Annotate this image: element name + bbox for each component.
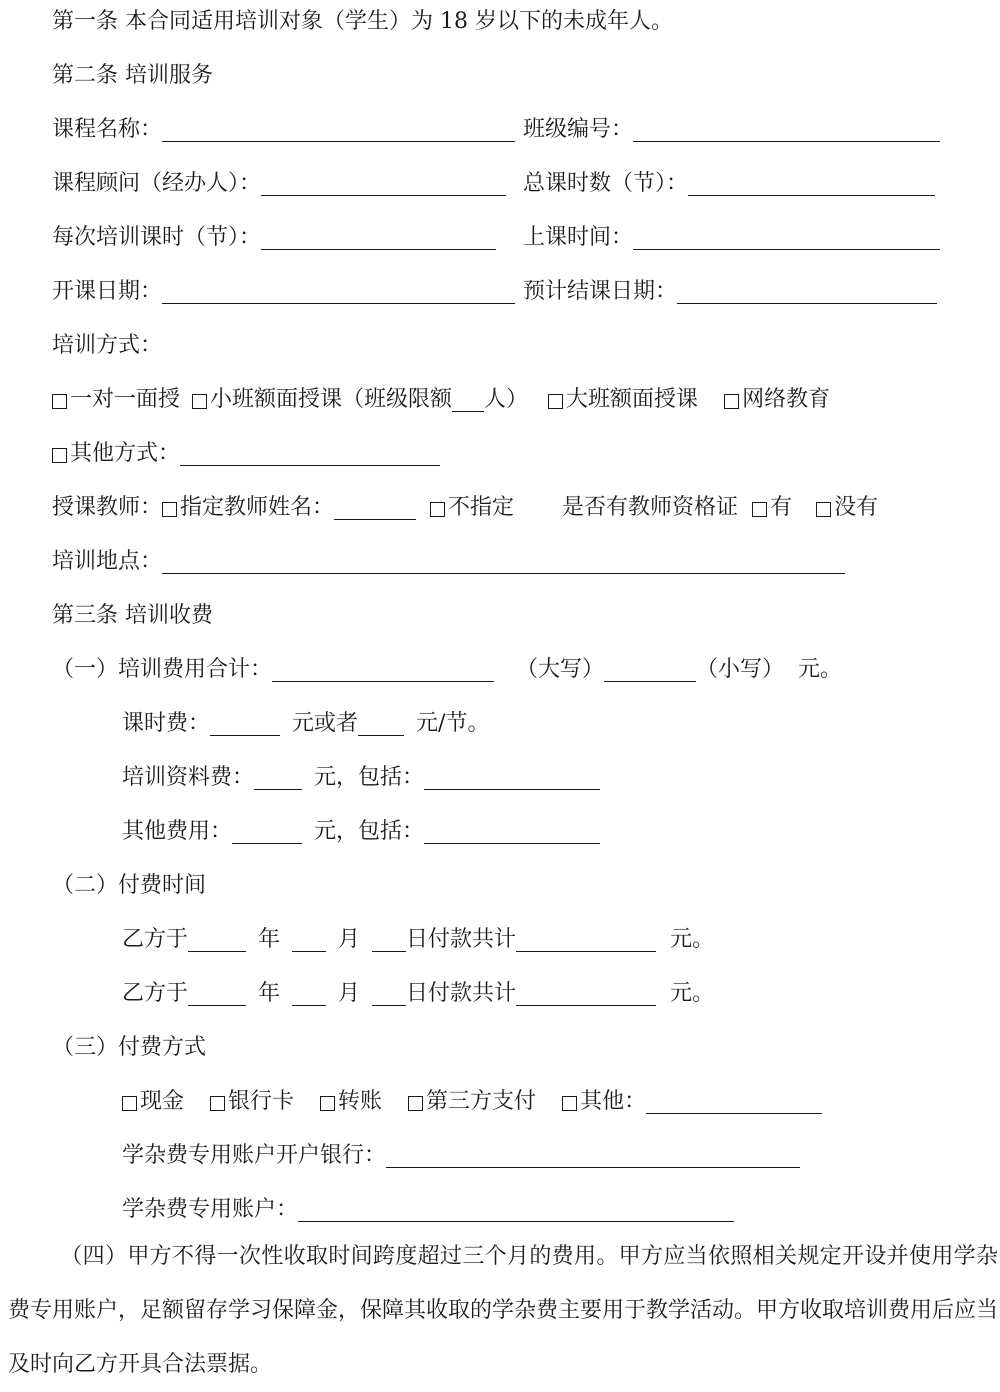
row-other-fee [122,816,600,848]
material-fee-field[interactable] [254,765,302,790]
end-date-label: 预计结课日期： [523,279,678,304]
other-fee-field[interactable] [232,819,302,844]
row-consultant [52,168,506,200]
pay-third-party-label: 第三方支付 [426,1089,537,1114]
checkbox-small-class[interactable] [192,394,207,409]
row-other-method [52,438,440,470]
hour-fee-field[interactable] [210,711,280,736]
course-name-field[interactable] [162,117,515,142]
row-payment-time-title [52,870,206,902]
material-fee-label: 培训资料费： [122,765,255,790]
payment-2-amount-field[interactable] [516,981,656,1006]
method-large-class: 大班额面授课 [566,387,699,412]
row-payment-2 [122,978,714,1010]
start-date-label: 开课日期： [52,279,163,304]
row-location [52,546,845,578]
section-4-text: （四）甲方不得一次性收取时间跨度超过三个月的费用。甲方应当依照相关规定开设并使用学杂费专用账户，足额留存学习保障金，保障其收取的学杂费主要用于教学活动。甲方收取培训费用后应当及时向乙方开具合法票据。 [8,1244,999,1377]
account-label: 学杂费专用账户： [122,1197,299,1222]
total-fee-unit: 元。 [798,657,843,682]
payment-1-day-total: 日付款共计 [406,927,517,952]
consultant-field[interactable] [261,171,506,196]
row-end-date [523,276,937,308]
checkbox-third-party[interactable] [408,1096,423,1111]
row-bank [122,1140,800,1172]
payment-1-year: 年 [258,927,281,952]
end-date-field[interactable] [677,279,937,304]
bank-label: 学杂费专用账户开户银行： [122,1143,387,1168]
total-hours-field[interactable] [688,171,935,196]
article-1-text: 第一条 本合同适用培训对象（学生）为 18 岁以下的未成年人。 [52,9,673,34]
pay-transfer-label: 转账 [338,1089,383,1114]
location-label: 培训地点： [52,549,163,574]
method-online: 网络教育 [742,387,831,412]
hour-fee-label: 课时费： [122,711,211,736]
bank-field[interactable] [386,1143,800,1168]
payment-method-title: （三）付费方式 [52,1035,207,1060]
hour-fee-mid: 元或者 [292,711,359,736]
article-2-title [52,60,213,92]
checkbox-teacher-not-specified[interactable] [430,502,445,517]
article-3-title [52,600,213,632]
total-fee-label: （一）培训费用合计： [52,657,273,682]
teacher-label: 授课教师： [52,495,163,520]
row-hours-each [52,222,496,254]
class-time-field[interactable] [633,225,940,250]
row-payment-methods [122,1086,822,1118]
row-payment-1 [122,924,714,956]
pay-other-field[interactable] [646,1089,822,1114]
row-account [122,1194,734,1226]
teacher-name-field[interactable] [334,495,416,520]
method-small-class-unit: 人） [484,387,529,412]
payment-time-title: （二）付费时间 [52,873,207,898]
article-1 [52,6,673,38]
checkbox-online[interactable] [724,394,739,409]
teacher-not-specified-label: 不指定 [448,495,515,520]
other-method-field[interactable] [180,441,440,466]
checkbox-large-class[interactable] [548,394,563,409]
row-payment-method-title [52,1032,206,1064]
account-field[interactable] [298,1197,734,1222]
payment-2-year-field[interactable] [188,981,246,1006]
payment-2-month: 月 [338,981,361,1006]
payment-1-amount-field[interactable] [516,927,656,952]
other-fee-label: 其他费用： [122,819,233,844]
hours-each-field[interactable] [261,225,496,250]
payment-1-month-field[interactable] [292,927,326,952]
other-method-label: 其他方式： [70,441,181,466]
checkbox-other-method[interactable] [52,448,67,463]
material-fee-detail-field[interactable] [424,765,600,790]
row-method-label [52,330,162,362]
other-fee-detail-field[interactable] [424,819,600,844]
other-fee-incl: 元，包括： [314,819,425,844]
payment-2-day-field[interactable] [372,981,406,1006]
row-methods [52,384,830,416]
hour-fee-per-field[interactable] [358,711,404,736]
checkbox-pay-other[interactable] [562,1096,577,1111]
total-fee-upper-field[interactable] [604,657,696,682]
class-time-label: 上课时间： [523,225,634,250]
checkbox-one-on-one[interactable] [52,394,67,409]
hour-fee-unit: 元/节。 [416,711,490,736]
class-no-field[interactable] [633,117,940,142]
checkbox-bank-card[interactable] [210,1096,225,1111]
total-fee-lower-label: （小写） [696,657,785,682]
row-total-hours [523,168,935,200]
material-fee-incl: 元，包括： [314,765,425,790]
checkbox-cert-no[interactable] [816,502,831,517]
checkbox-teacher-specified[interactable] [162,502,177,517]
row-teacher [52,492,878,524]
pay-other-label: 其他： [580,1089,647,1114]
total-fee-field[interactable] [272,657,494,682]
payment-1-prefix: 乙方于 [122,927,189,952]
method-label: 培训方式： [52,333,163,358]
row-hour-fee [122,708,489,740]
checkbox-transfer[interactable] [320,1096,335,1111]
row-class-time [523,222,940,254]
checkbox-cash[interactable] [122,1096,137,1111]
pay-cash-label: 现金 [140,1089,185,1114]
hours-each-label: 每次培训课时（节）： [52,225,262,250]
row-total-fee [52,654,842,686]
row-course-name [52,114,515,146]
row-material-fee [122,762,600,794]
cert-no-label: 没有 [834,495,879,520]
payment-2-prefix: 乙方于 [122,981,189,1006]
consultant-label: 课程顾问（经办人）： [52,171,262,196]
pay-bank-card-label: 银行卡 [228,1089,295,1114]
checkbox-cert-yes[interactable] [752,502,767,517]
payment-1-year-field[interactable] [188,927,246,952]
payment-1-day-field[interactable] [372,927,406,952]
cert-yes-label: 有 [770,495,793,520]
cert-question: 是否有教师资格证 [562,495,739,520]
class-no-label: 班级编号： [523,117,634,142]
payment-2-unit: 元。 [670,981,715,1006]
total-hours-label: 总课时数（节）： [523,171,689,196]
method-one-on-one: 一对一面授 [70,387,181,412]
total-fee-upper-label: （大写） [516,657,605,682]
row-start-date [52,276,515,308]
section-4-paragraph [8,1230,998,1392]
teacher-specified-label: 指定教师姓名： [180,495,335,520]
class-limit-field[interactable] [452,387,484,412]
payment-1-month: 月 [338,927,361,952]
article-3-title-text: 第三条 培训收费 [52,603,213,628]
location-field[interactable] [162,549,845,574]
method-small-class: 小班额面授课（班级限额 [210,387,453,412]
course-name-label: 课程名称： [52,117,163,142]
start-date-field[interactable] [162,279,515,304]
payment-2-year: 年 [258,981,281,1006]
payment-2-day-total: 日付款共计 [406,981,517,1006]
article-2-title-text: 第二条 培训服务 [52,63,213,88]
payment-1-unit: 元。 [670,927,715,952]
payment-2-month-field[interactable] [292,981,326,1006]
row-class-no [523,114,940,146]
